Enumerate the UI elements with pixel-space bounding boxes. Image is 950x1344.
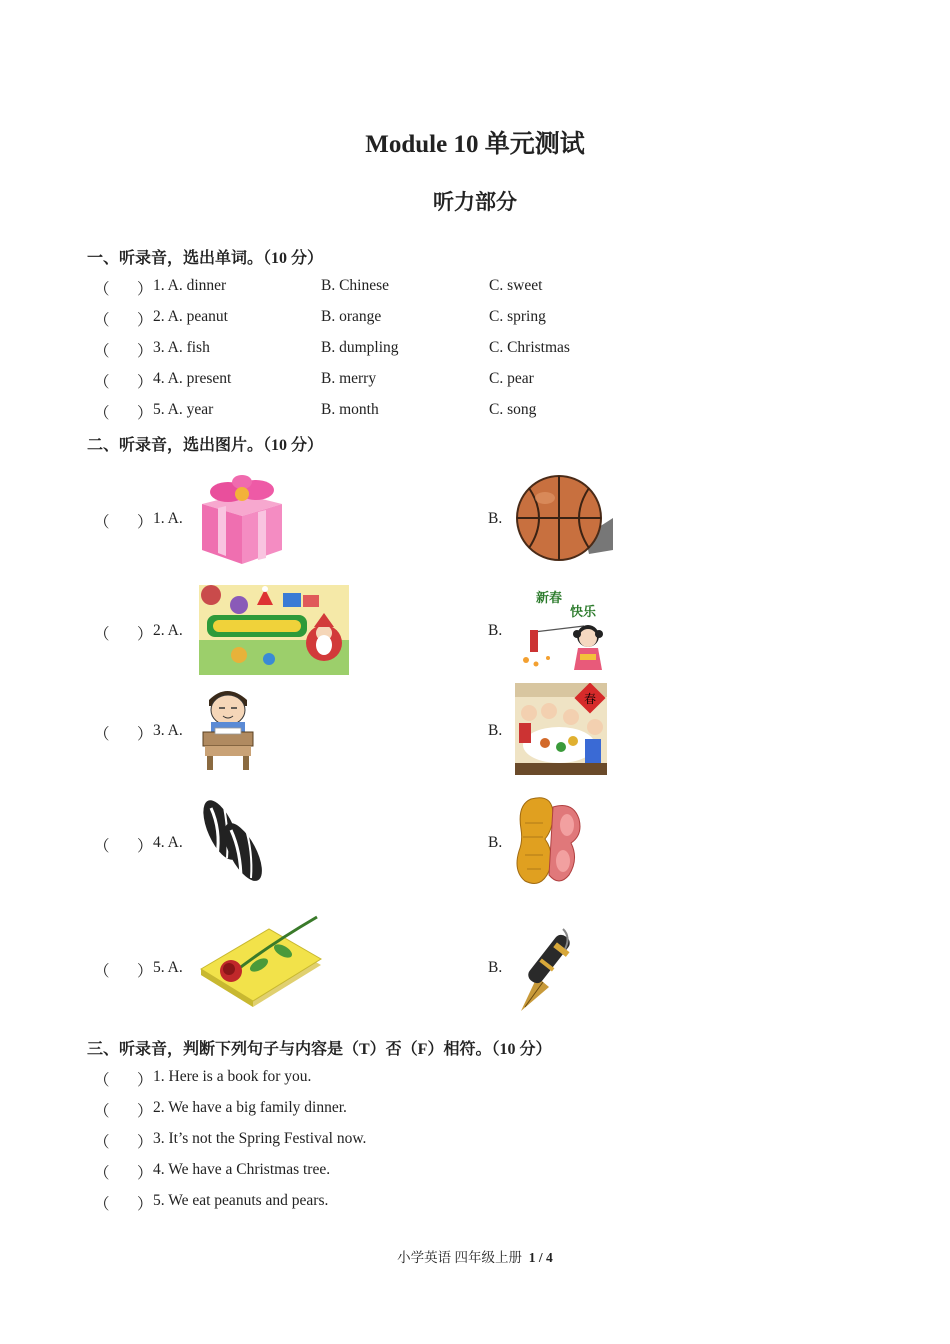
answer-blank-close: ） bbox=[137, 514, 153, 531]
answer-blank-close: ） bbox=[137, 281, 153, 298]
answer-blank-close: ） bbox=[137, 1072, 153, 1089]
christmas-card-image bbox=[199, 585, 349, 675]
answer-blank-open[interactable]: （ bbox=[94, 626, 110, 643]
peanut-image bbox=[513, 793, 583, 889]
answer-blank-close: ） bbox=[137, 963, 153, 980]
option-c: C. spring bbox=[489, 308, 546, 325]
poster-text-2: 快乐 bbox=[570, 605, 597, 620]
answer-blank-open[interactable]: （ bbox=[94, 1134, 110, 1151]
answer-blank-close: ） bbox=[137, 1165, 153, 1182]
answer-blank-close: ） bbox=[137, 726, 153, 743]
option-a: 1. A. dinner bbox=[153, 277, 227, 294]
basketball-image bbox=[515, 474, 613, 562]
section1-heading: 一、听录音，选出单词。（10 分） bbox=[87, 250, 324, 267]
answer-blank-close: ） bbox=[137, 374, 153, 391]
answer-blank-close: ） bbox=[137, 1196, 153, 1213]
book-with-rose-image bbox=[199, 915, 323, 1011]
statement-text: 2. We have a big family dinner. bbox=[153, 1099, 347, 1116]
statement-text: 3. It’s not the Spring Festival now. bbox=[153, 1130, 367, 1147]
answer-blank-open[interactable]: （ bbox=[94, 1103, 110, 1120]
statement-text: 1. Here is a book for you. bbox=[153, 1068, 312, 1085]
answer-blank-close: ） bbox=[137, 1134, 153, 1151]
answer-blank-open[interactable]: （ bbox=[94, 1072, 110, 1089]
section3-heading: 三、听录音，判断下列句子与内容是（T）否（F）相符。（10 分） bbox=[87, 1041, 552, 1058]
page-footer bbox=[0, 1246, 950, 1266]
poster-text-1: 新春 bbox=[536, 591, 563, 606]
option-b: B. bbox=[488, 510, 503, 527]
option-a: 1. A. bbox=[153, 510, 183, 527]
section2-heading: 二、听录音，选出图片。（10 分） bbox=[87, 437, 324, 454]
spring-festival-image bbox=[514, 588, 609, 672]
option-b: B. bbox=[488, 622, 503, 639]
option-a: 4. A. present bbox=[153, 370, 232, 387]
option-b: B. merry bbox=[321, 370, 377, 387]
option-a: 2. A. peanut bbox=[153, 308, 228, 325]
answer-blank-close: ） bbox=[137, 343, 153, 360]
option-a: 3. A. fish bbox=[153, 339, 210, 356]
answer-blank-close: ） bbox=[137, 838, 153, 855]
option-a: 5. A. bbox=[153, 959, 183, 976]
answer-blank-open[interactable]: （ bbox=[94, 514, 110, 531]
option-b: B. Chinese bbox=[321, 277, 390, 294]
option-b: B. bbox=[488, 959, 503, 976]
answer-blank-open[interactable]: （ bbox=[94, 343, 110, 360]
answer-blank-open[interactable]: （ bbox=[94, 374, 110, 391]
statement-text: 5. We eat peanuts and pears. bbox=[153, 1192, 329, 1209]
answer-blank-close: ） bbox=[137, 312, 153, 329]
family-dinner-image bbox=[515, 683, 607, 775]
page-number: 1 / 4 bbox=[528, 1250, 553, 1265]
option-a: 2. A. bbox=[153, 622, 183, 639]
answer-blank-open[interactable]: （ bbox=[94, 405, 110, 422]
answer-blank-close: ） bbox=[137, 1103, 153, 1120]
option-b: B. bbox=[488, 834, 503, 851]
option-b: B. orange bbox=[321, 308, 382, 325]
answer-blank-open[interactable]: （ bbox=[94, 1165, 110, 1182]
page-title: Module 10 单元测试 bbox=[365, 131, 585, 158]
option-c: C. song bbox=[489, 401, 537, 418]
answer-blank-close: ） bbox=[137, 405, 153, 422]
answer-blank-open[interactable]: （ bbox=[94, 726, 110, 743]
option-b: B. month bbox=[321, 401, 379, 418]
statement-text: 4. We have a Christmas tree. bbox=[153, 1161, 331, 1178]
option-c: C. sweet bbox=[489, 277, 543, 294]
section-subtitle: 听力部分 bbox=[433, 190, 517, 214]
answer-blank-open[interactable]: （ bbox=[94, 1196, 110, 1213]
option-a: 4. A. bbox=[153, 834, 183, 851]
fountain-pen-image bbox=[515, 923, 575, 1013]
option-c: C. pear bbox=[489, 370, 534, 387]
answer-blank-open[interactable]: （ bbox=[94, 281, 110, 298]
couplet-text: 春 bbox=[584, 692, 597, 706]
option-a: 3. A. bbox=[153, 722, 183, 739]
answer-blank-close: ） bbox=[137, 626, 153, 643]
boy-at-desk-image bbox=[197, 684, 259, 772]
answer-blank-open[interactable]: （ bbox=[94, 963, 110, 980]
answer-blank-open[interactable]: （ bbox=[94, 838, 110, 855]
option-c: C. Christmas bbox=[489, 339, 570, 356]
option-b: B. dumpling bbox=[321, 339, 399, 356]
answer-blank-open[interactable]: （ bbox=[94, 312, 110, 329]
option-a: 5. A. year bbox=[153, 401, 214, 418]
gift-box-image bbox=[196, 474, 288, 566]
sunflower-seeds-image bbox=[195, 796, 271, 888]
footer-text: 小学英语 四年级上册 bbox=[397, 1250, 523, 1265]
option-b: B. bbox=[488, 722, 503, 739]
